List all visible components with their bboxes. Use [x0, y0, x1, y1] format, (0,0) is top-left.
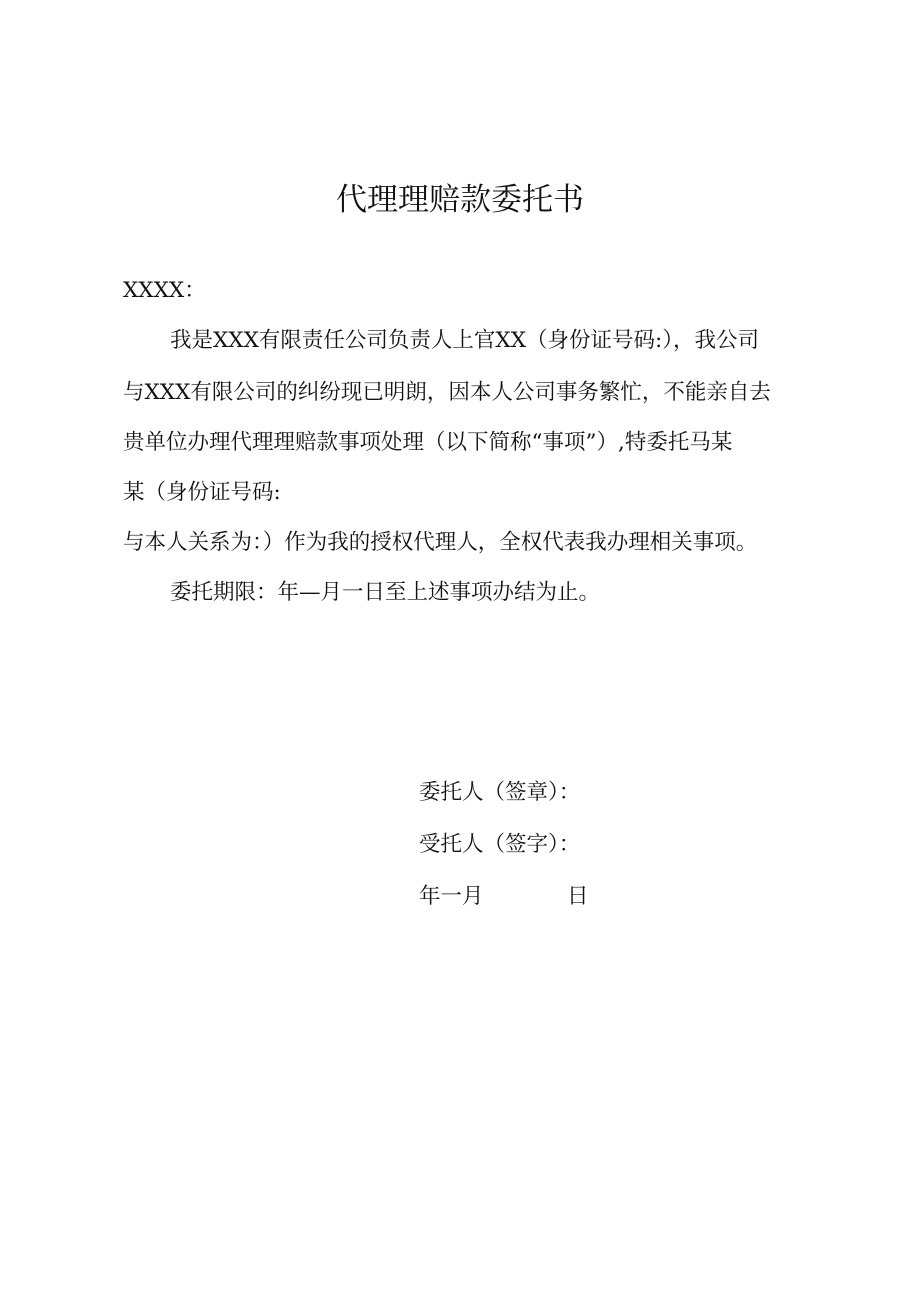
date-year-month: 年一月 [419, 884, 484, 909]
body-line: 我是XXX有限责任公司负责人上官XX（身份证号码:），我公司 [170, 328, 760, 353]
body-line: 某（身份证号码: [123, 480, 281, 505]
date-day: 日 [567, 884, 589, 909]
entrustment-period: 委托期限：年—月一日至上述事项办结为止。 [170, 580, 601, 605]
agent-signature-label: 受托人（签字）： [419, 832, 581, 857]
body-line: 与本人关系为：）作为我的授权代理人，全权代表我办理相关事项。 [123, 530, 758, 555]
salutation: XXXX： [123, 278, 206, 303]
body-line: 贵单位办理代理理赔款事项处理（以下简称“事项”）,特委托马某 [123, 430, 733, 455]
document-title: 代理理赔款委托书 [336, 182, 584, 218]
principal-signature-label: 委托人（签章）： [419, 780, 581, 805]
signature-date [419, 882, 589, 912]
body-line: 与XXX有限公司的纠纷现已明朗，因本人公司事务繁忙，不能亲自去 [123, 380, 771, 405]
